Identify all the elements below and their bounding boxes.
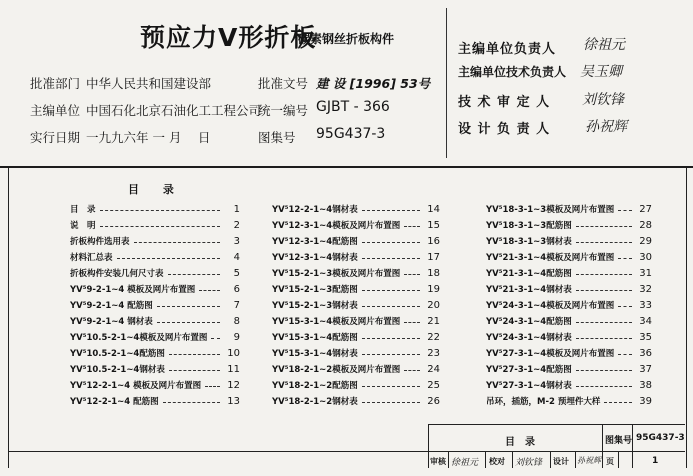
toc-leader	[404, 370, 420, 371]
toc-entry-title: YV⁵21-3-1~4钢材表	[486, 285, 572, 295]
page-number: 1	[652, 456, 659, 466]
toc-leader	[117, 258, 220, 259]
toc-entry[interactable]	[272, 234, 440, 248]
sig-name-tech: 吴玉卿	[580, 64, 622, 80]
toc-entry-title: YV⁵9-2-1~4 模板及网片布置图	[70, 285, 196, 295]
toc-entry-page: 14	[427, 203, 440, 215]
effective-date-label: 实行日期	[30, 130, 81, 145]
toc-entry-page: 9	[233, 331, 240, 343]
approval-no-value: 建 设 [1996] 53号	[316, 76, 431, 91]
sig-name-chief: 徐祖元	[583, 37, 625, 53]
toc-entry[interactable]	[486, 202, 652, 216]
sig-role-tech: 主编单位技术负责人	[458, 65, 567, 79]
toc-entry-title: YV⁵18-3-1~3钢材表	[486, 237, 572, 247]
toc-entry-title: YV⁵21-3-1~4模板及网片布置图	[486, 253, 615, 263]
toc-entry[interactable]	[70, 202, 240, 216]
toc-entry-title: 吊环，插筋，M-2 预埋件大样	[486, 397, 601, 407]
toc-entry-title: YV⁵12-3-1~4钢材表	[272, 253, 358, 263]
toc-entry-page: 5	[233, 267, 240, 279]
toc-entry-page: 7	[233, 299, 240, 311]
toc-entry-page: 36	[639, 347, 652, 359]
toc-leader	[211, 338, 220, 339]
toc-leader	[404, 226, 420, 227]
toc-entry-title: YV⁵24-3-1~4模板及网片布置图	[486, 301, 615, 311]
toc-entry[interactable]	[486, 330, 652, 344]
tb-divider	[575, 452, 576, 468]
toc-entry-page: 24	[427, 363, 440, 375]
toc-entry-page: 16	[427, 235, 440, 247]
toc-entry-title: YV⁵27-3-1~4模板及网片布置图	[486, 349, 615, 359]
toc-entry[interactable]	[70, 250, 240, 264]
page-label: 页	[606, 457, 614, 466]
toc-entry-title: YV⁵24-3-1~4钢材表	[486, 333, 572, 343]
chief-unit-label: 主编单位	[30, 103, 81, 118]
toc-entry-page: 38	[639, 379, 652, 391]
tb-divider	[602, 424, 603, 468]
toc-entry-page: 39	[639, 395, 652, 407]
toc-leader	[618, 354, 632, 355]
toc-entry-page: 20	[427, 299, 440, 311]
sig-role-review: 技 术 审 定 人	[458, 95, 551, 110]
toc-leader	[618, 258, 632, 259]
toc-leader	[576, 338, 632, 339]
toc-leader	[362, 386, 420, 387]
toc-entry[interactable]	[486, 282, 652, 296]
toc-entry-page: 27	[639, 203, 652, 215]
toc-entry[interactable]	[272, 282, 440, 296]
toc-entry-page: 37	[639, 363, 652, 375]
sig-name-design: 孙祝辉	[585, 119, 627, 135]
atlas-title: 预应力V形折板	[140, 23, 317, 52]
toc-entry-page: 31	[639, 267, 652, 279]
toc-entry-title: YV⁵12-3-1~4配筋图	[272, 237, 358, 247]
toc-entry[interactable]	[70, 314, 240, 328]
toc-entry-title: 材料汇总表	[70, 253, 113, 263]
toc-entry[interactable]	[272, 346, 440, 360]
toc-entry[interactable]	[70, 282, 240, 296]
tb-divider	[618, 452, 619, 468]
toc-entry[interactable]	[486, 298, 652, 312]
toc-leader	[576, 242, 632, 243]
toc-leader	[362, 306, 420, 307]
toc-entry-title: YV⁵15-3-1~4模板及网片布置图	[272, 317, 401, 327]
toc-leader	[100, 210, 220, 211]
sig-role-design: 设 计 负 责 人	[458, 122, 551, 137]
review-signature: 徐祖元	[451, 458, 479, 468]
unified-no-label: 统一编号	[258, 103, 309, 118]
toc-entry[interactable]	[272, 266, 440, 280]
toc-leader	[205, 386, 220, 387]
toc-entry-page: 22	[427, 331, 440, 343]
toc-entry[interactable]	[272, 394, 440, 408]
toc-entry-page: 6	[233, 283, 240, 295]
toc-entry-page: 11	[227, 363, 240, 375]
tb-divider	[550, 452, 551, 468]
toc-entry-page: 2	[233, 219, 240, 231]
toc-entry-page: 4	[233, 251, 240, 263]
toc-entry[interactable]	[70, 218, 240, 232]
toc-entry[interactable]	[272, 330, 440, 344]
sig-role-chief: 主编单位负责人	[458, 42, 557, 57]
toc-entry-title: YV⁵18-3-1~3模板及网片布置图	[486, 205, 615, 215]
toc-entry-title: YV⁵18-3-1~3配筋图	[486, 221, 572, 231]
toc-entry-page: 32	[639, 283, 652, 295]
toc-entry-title: YV⁵12-2-1~4钢材表	[272, 205, 358, 215]
toc-entry-title: YV⁵10.5-2-1~4模板及网片布置图	[70, 333, 208, 343]
toc-entry[interactable]	[486, 346, 652, 360]
toc-heading: 目 录	[128, 183, 184, 196]
sheet-title: 目 录	[505, 437, 535, 448]
sig-name-review: 刘钦锋	[582, 92, 624, 108]
toc-leader	[362, 242, 420, 243]
toc-entry-title: 折板构件安装几何尺寸表	[70, 269, 164, 279]
unified-no-value: GJBT - 366	[316, 99, 390, 115]
tb-divider	[512, 452, 513, 468]
tb-divider	[428, 424, 429, 468]
toc-entry-page: 28	[639, 219, 652, 231]
toc-leader	[168, 274, 220, 275]
toc-leader	[157, 322, 220, 323]
toc-leader	[169, 354, 220, 355]
toc-entry[interactable]	[70, 394, 240, 408]
toc-leader	[576, 274, 632, 275]
toc-entry[interactable]	[272, 298, 440, 312]
toc-entry-page: 35	[639, 331, 652, 343]
tb-divider	[448, 452, 449, 468]
atlas-no-label: 图集号	[258, 130, 296, 145]
toc-entry[interactable]	[486, 314, 652, 328]
toc-leader	[362, 258, 420, 259]
toc-entry[interactable]	[486, 362, 652, 376]
toc-entry[interactable]	[70, 346, 240, 360]
toc-entry-page: 18	[427, 267, 440, 279]
toc-entry[interactable]	[272, 362, 440, 376]
toc-entry-title: YV⁵10.5-2-1~4配筋图	[70, 349, 165, 359]
toc-leader	[134, 242, 220, 243]
check-signature: 刘钦锋	[515, 458, 543, 468]
design-label: 设计	[553, 457, 569, 466]
toc-entry[interactable]	[70, 234, 240, 248]
toc-entry-title: YV⁵18-2-1~2钢材表	[272, 397, 358, 407]
toc-entry-title: 目 录	[70, 205, 96, 215]
atlas-subtitle: 碳素钢丝折板构件	[298, 32, 395, 46]
toc-leader	[163, 402, 220, 403]
header-divider	[446, 8, 447, 158]
toc-leader	[576, 322, 632, 323]
toc-leader	[576, 290, 632, 291]
toc-entry[interactable]	[272, 250, 440, 264]
toc-entry-title: YV⁵9-2-1~4 钢材表	[70, 317, 153, 327]
toc-leader	[362, 290, 420, 291]
design-signature: 孙祝辉	[577, 456, 601, 465]
toc-leader	[362, 338, 420, 339]
toc-leader	[618, 210, 632, 211]
toc-entry[interactable]	[272, 378, 440, 392]
toc-entry-page: 34	[639, 315, 652, 327]
toc-entry[interactable]	[70, 362, 240, 376]
toc-entry-title: YV⁵18-2-1~2配筋图	[272, 381, 358, 391]
toc-entry-page: 3	[233, 235, 240, 247]
toc-entry-page: 21	[427, 315, 440, 327]
toc-entry[interactable]	[70, 266, 240, 280]
toc-entry-page: 29	[639, 235, 652, 247]
toc-leader	[576, 386, 632, 387]
toc-entry[interactable]	[486, 250, 652, 264]
toc-entry-page: 15	[427, 219, 440, 231]
tb-divider	[632, 424, 633, 468]
toc-leader	[100, 226, 220, 227]
toc-entry-title: YV⁵15-2-1~3模板及网片布置图	[272, 269, 401, 279]
toc-entry[interactable]	[70, 378, 240, 392]
toc-entry-page: 8	[233, 315, 240, 327]
toc-leader	[404, 274, 420, 275]
chief-unit-value: 中国石化北京石油化工工程公司	[86, 103, 262, 118]
toc-entry-title: YV⁵15-3-1~4配筋图	[272, 333, 358, 343]
toc-leader	[362, 210, 420, 211]
toc-entry-page: 25	[427, 379, 440, 391]
toc-leader	[199, 290, 220, 291]
toc-entry[interactable]	[272, 202, 440, 216]
toc-entry-title: YV⁵27-3-1~4配筋图	[486, 365, 572, 375]
toc-leader	[362, 354, 420, 355]
toc-entry[interactable]	[486, 266, 652, 280]
approval-dept-value: 中华人民共和国建设部	[86, 76, 212, 91]
toc-entry[interactable]	[70, 298, 240, 312]
atlas-no-label-tb: 图集号	[605, 436, 633, 446]
toc-entry[interactable]	[272, 314, 440, 328]
toc-leader	[604, 402, 632, 403]
toc-leader	[404, 322, 420, 323]
toc-entry-page: 26	[427, 395, 440, 407]
toc-entry-title: YV⁵24-3-1~4配筋图	[486, 317, 572, 327]
toc-entry-title: YV⁵9-2-1~4 配筋图	[70, 301, 153, 311]
atlas-no-tb: 95G437-3	[636, 433, 685, 443]
toc-entry-page: 10	[227, 347, 240, 359]
toc-entry-page: 23	[427, 347, 440, 359]
toc-leader	[576, 226, 632, 227]
effective-date-value: 一九九六年 一 月 日	[86, 130, 211, 145]
toc-leader	[618, 306, 632, 307]
toc-entry-title: YV⁵15-3-1~4钢材表	[272, 349, 358, 359]
toc-entry[interactable]	[272, 218, 440, 232]
toc-entry[interactable]	[70, 330, 240, 344]
toc-entry-page: 12	[227, 379, 240, 391]
toc-leader	[169, 370, 220, 371]
toc-entry[interactable]	[486, 394, 652, 408]
toc-entry-title: YV⁵12-2-1~4 模板及网片布置图	[70, 381, 202, 391]
tb-divider	[485, 452, 486, 468]
toc-leader	[157, 306, 220, 307]
toc-entry-title: 折板构件选用表	[70, 237, 130, 247]
toc-entry-title: 说 明	[70, 221, 96, 231]
toc-entry-title: YV⁵10.5-2-1~4钢材表	[70, 365, 165, 375]
toc-entry-title: YV⁵27-3-1~4钢材表	[486, 381, 572, 391]
review-label: 审核	[430, 457, 446, 466]
toc-leader	[362, 402, 420, 403]
atlas-no-value: 95G437-3	[316, 126, 386, 142]
toc-entry[interactable]	[486, 218, 652, 232]
toc-entry-title: YV⁵21-3-1~4配筋图	[486, 269, 572, 279]
toc-entry-title: YV⁵12-2-1~4 配筋图	[70, 397, 159, 407]
toc-entry-page: 19	[427, 283, 440, 295]
toc-entry[interactable]	[486, 234, 652, 248]
toc-entry-title: YV⁵15-2-1~3配筋图	[272, 285, 358, 295]
toc-entry-page: 33	[639, 299, 652, 311]
toc-entry-title: YV⁵18-2-1~2模板及网片布置图	[272, 365, 401, 375]
toc-leader	[576, 370, 632, 371]
approval-no-label: 批准文号	[258, 76, 309, 91]
toc-entry-page: 1	[233, 203, 240, 215]
toc-entry-title: YV⁵15-2-1~3钢材表	[272, 301, 358, 311]
toc-entry-title: YV⁵12-3-1~4模板及网片布置图	[272, 221, 401, 231]
toc-entry[interactable]	[486, 378, 652, 392]
title-block-rule	[8, 451, 685, 452]
toc-entry-page: 30	[639, 251, 652, 263]
toc-entry-page: 13	[227, 395, 240, 407]
toc-entry-page: 17	[427, 251, 440, 263]
check-label: 校对	[489, 457, 505, 466]
approval-dept-label: 批准部门	[30, 76, 81, 91]
